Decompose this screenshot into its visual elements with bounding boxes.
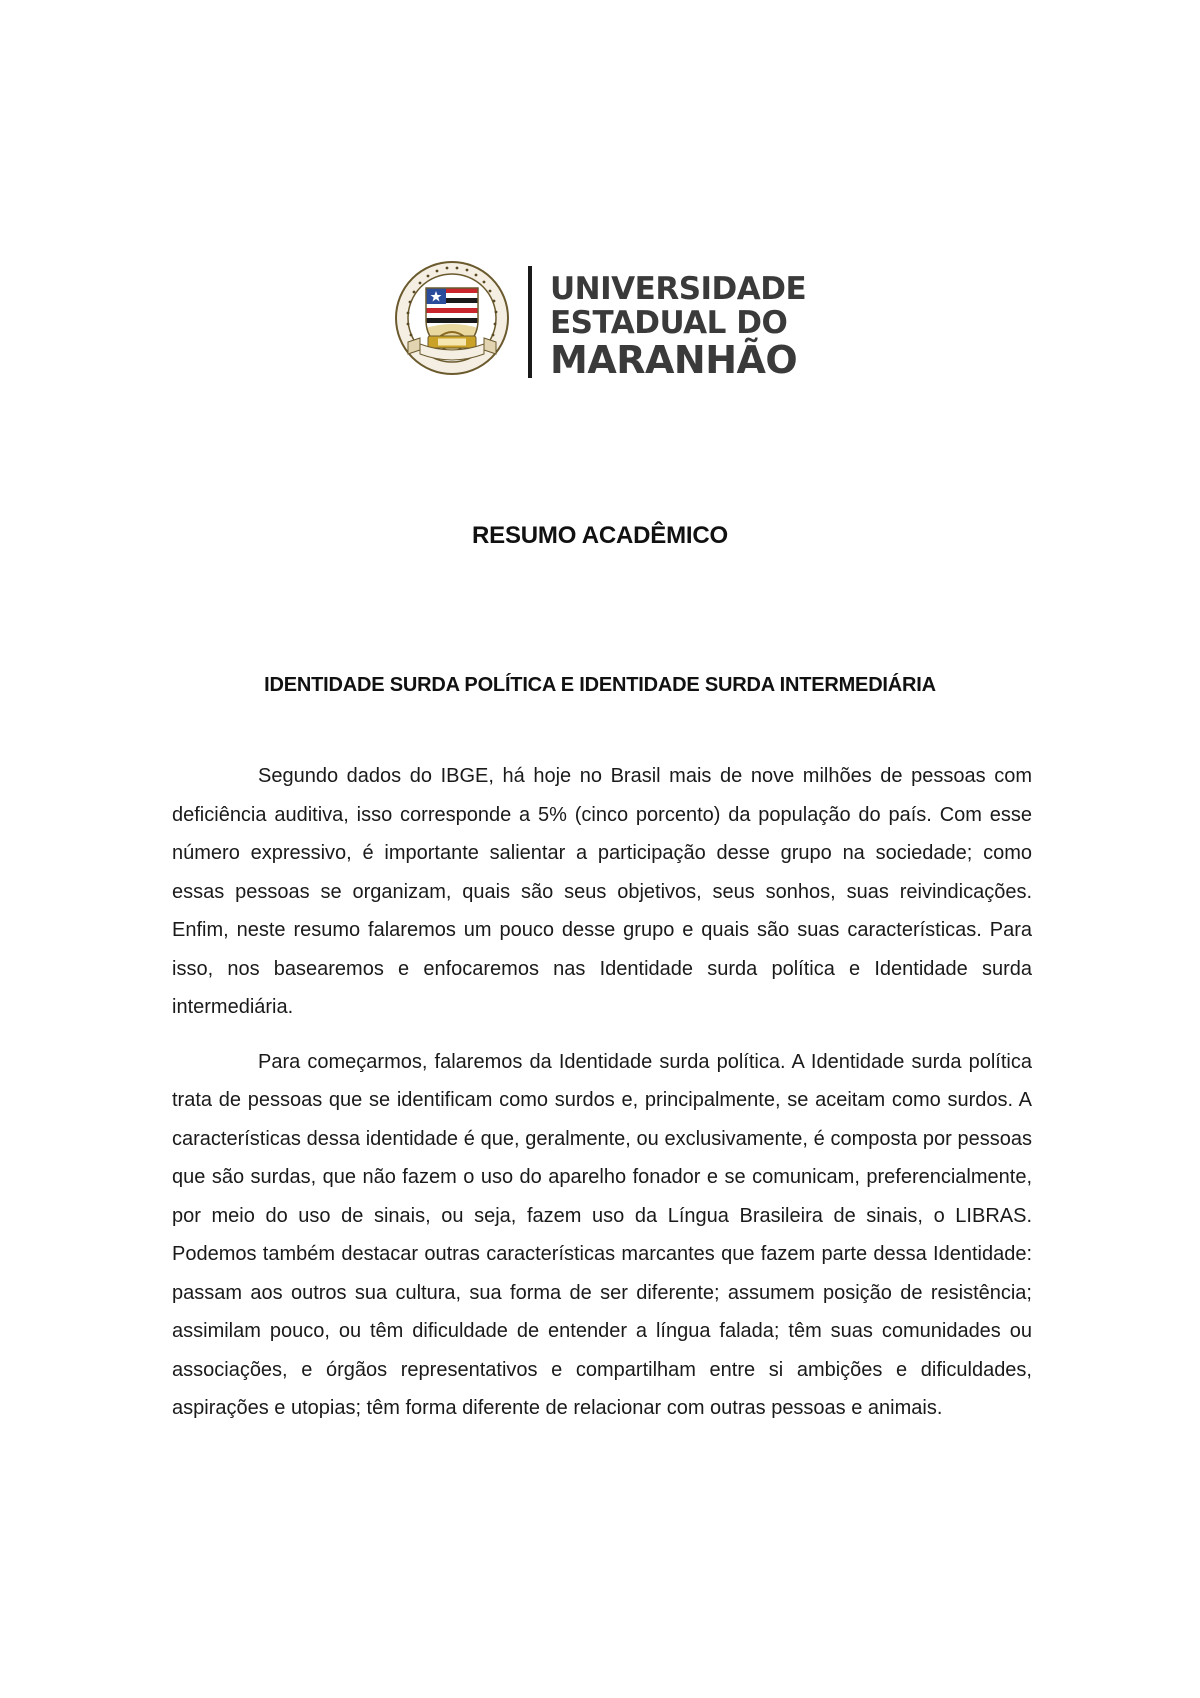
wordmark-line-2: ESTADUAL DO bbox=[550, 305, 788, 341]
wordmark-line-1: UNIVERSIDADE bbox=[550, 271, 807, 307]
university-seal-icon bbox=[390, 258, 514, 382]
document-title: RESUMO ACADÊMICO bbox=[472, 522, 728, 549]
body-paragraph-2: Para começarmos, falaremos da Identidade surda política. A Identidade surda política trata de pessoas que se identificam como surdos e, principalmente, se aceitam como surdos. A características dessa identidade é que, geralmente, ou exclusivamente, é composta por pessoas que são surdas, que não fazem o uso do aparelho fonador e se comunicam, preferencialmente, por meio do uso de sinais, ou seja, fazem uso da Língua Brasileira de sinais, o LIBRAS. Podemos também destacar outras características marcantes que fazem parte dessa Identidade: passam aos outros sua cultura, sua forma de ser diferente; assumem posição de resistência; assimilam pouco, ou têm dificuldade de entender a língua falada; têm suas comunidades ou associações, e órgãos representativos e compartilham entre si ambições e dificuldades, aspirações e utopias; têm forma diferente de relacionar com outras pessoas e animais. bbox=[172, 1050, 1032, 1419]
university-logo bbox=[390, 258, 820, 398]
wordmark-line-3: MARANHÃO bbox=[550, 338, 798, 382]
logo-divider bbox=[528, 266, 532, 378]
university-wordmark bbox=[550, 272, 830, 380]
body-paragraph-1: Segundo dados do IBGE, há hoje no Brasil mais de nove milhões de pessoas com deficiência auditiva, isso corresponde a 5% (cinco porcento) da população do país. Com esse número expressivo, é importante salientar a participação desse grupo na sociedade; como essas pessoas se organizam, quais são seus objetivos, seus sonhos, suas reivindicações. Enfim, neste resumo falaremos um pouco desse grupo e quais são suas características. Para isso, nos basearemos e enfocaremos nas Identidade surda política e Identidade surda intermediária. bbox=[172, 765, 1032, 1018]
document-subtitle: IDENTIDADE SURDA POLÍTICA E IDENTIDADE SURDA INTERMEDIÁRIA bbox=[264, 674, 936, 696]
document-body bbox=[172, 757, 1032, 1444]
